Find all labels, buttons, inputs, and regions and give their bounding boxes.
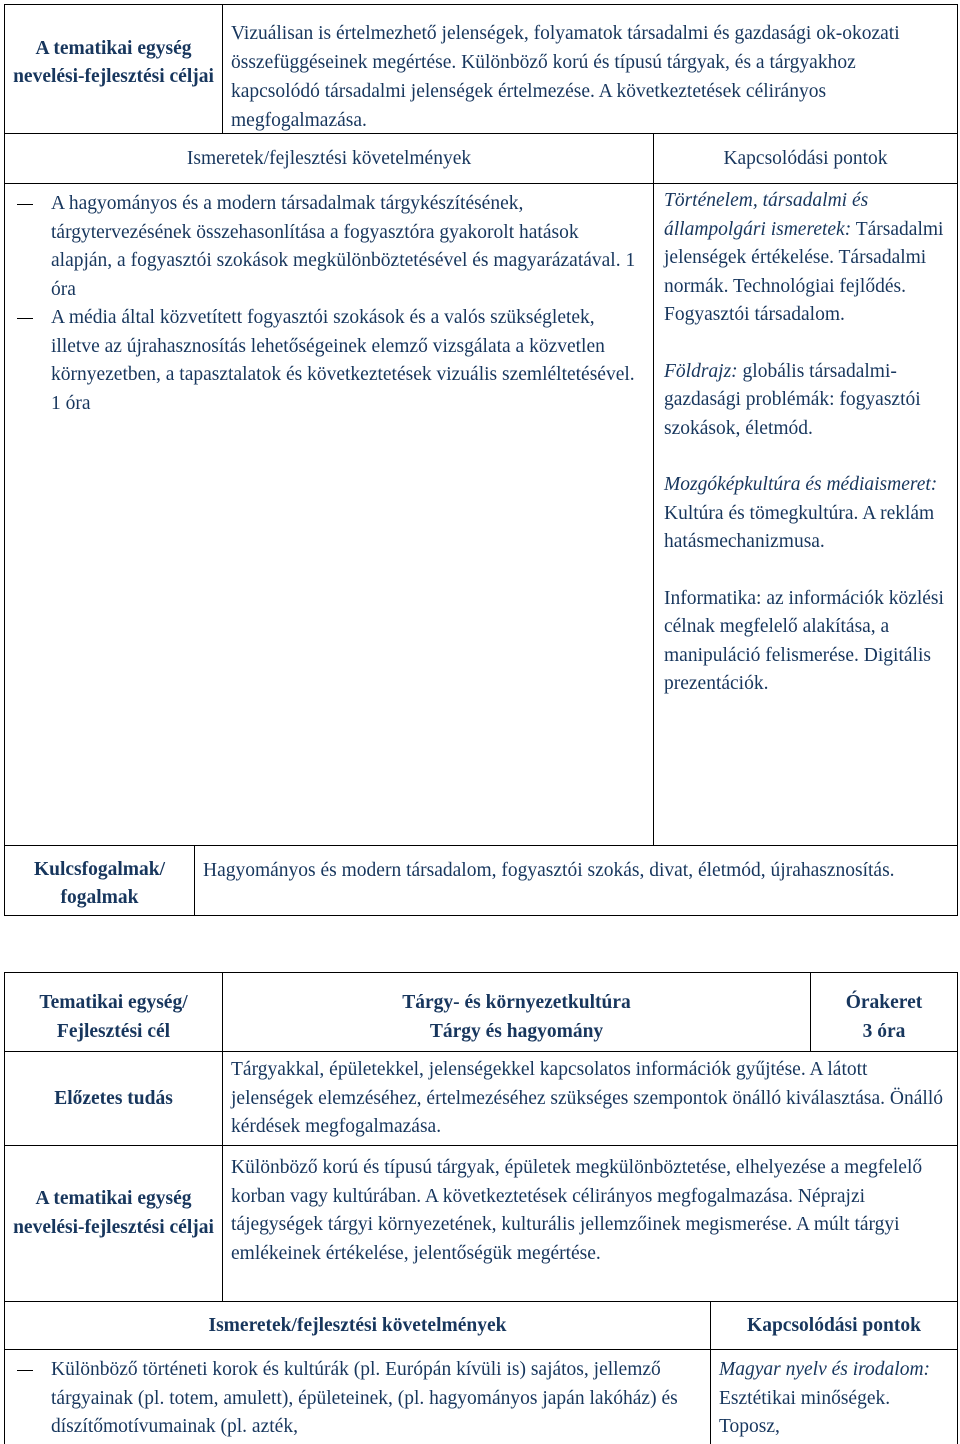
goals2-cell: [222, 1146, 958, 1302]
connections2-header-text: Kapcsolódási pontok: [747, 1315, 921, 1336]
goals2-label-text: A tematikai egység nevelési-fejlesztési céljai: [13, 1188, 214, 1238]
key-concepts-cell: [194, 846, 958, 916]
hours-cell: [810, 972, 958, 1052]
unit-title: Tárgy és hagyomány: [429, 1021, 604, 1042]
goals2-label: [4, 1146, 222, 1302]
connections2-header: [710, 1302, 958, 1350]
connection-item: [664, 358, 945, 444]
requirements-header-text: Ismeretek/fejlesztési követelmények: [186, 148, 472, 169]
connection-text: az információk közlési célnak megfelelő alakítása, a manipuláció felismerése. Digitális prezentációk.: [664, 587, 944, 694]
key-concepts-label-text: Kulcsfogalmak/ fogalmak: [33, 859, 166, 908]
unit-label-text: Tematikai egység/ Fejlesztési cél: [39, 992, 188, 1042]
requirements2-cell: [4, 1350, 710, 1444]
connection-subject: Mozgóképkultúra és médiaismeret:: [664, 474, 938, 495]
key-concepts-text: Hagyományos és modern társadalom, fogyasztói szokás, divat, életmód, újrahasznosítás.: [203, 860, 895, 881]
connection-subject: Földrajz:: [664, 360, 738, 382]
requirements-header: [4, 134, 653, 184]
connection-subject: Magyar nyelv és irodalom:: [719, 1359, 931, 1380]
connection-item: [664, 471, 945, 557]
requirement-hours: 1 óra: [51, 392, 91, 414]
requirements-cell: [4, 184, 653, 846]
requirement-hours: 1 óra: [51, 250, 636, 300]
connection-subject: Informatika:: [664, 587, 762, 609]
connections-header-text: Kapcsolódási pontok: [723, 148, 888, 169]
prior-knowledge-label: [4, 1052, 222, 1146]
requirements2-header: [4, 1302, 710, 1350]
connection-text: Esztétikai minőségek. Toposz,: [719, 1387, 891, 1437]
unit-label: [4, 972, 222, 1052]
connection-subject: Történelem, társadalmi és állampolgári ismeretek:: [664, 190, 869, 240]
hours-value: 3 óra: [862, 1021, 906, 1042]
requirements2-header-text: Ismeretek/fejlesztési követelmények: [208, 1315, 507, 1336]
connection-item: [664, 187, 945, 330]
subject-title: Tárgy- és környezetkultúra: [402, 992, 631, 1013]
goals-text-cell: [222, 4, 958, 134]
goals-label-text: A tematikai egység nevelési-fejlesztési céljai: [13, 38, 214, 87]
connections2-cell: [710, 1350, 958, 1444]
requirement-text: A hagyományos és a modern társadalmak tárgykészítésének, tárgytervezésének összehasonlítása a fogyasztóra gyakorolt hatások alapján, a fogyasztói szokások megkülönböztetésével és magyarázatával.: [51, 193, 621, 271]
connection-item: [664, 585, 945, 699]
requirement-text: Különböző történeti korok és kultúrák (pl. Európán kívüli is) sajátos, jellemző tárgyainak (pl. totem, amulett), épületeinek, (pl. hagyományos japán lakóház) és díszítőmotívumainak (pl. azték,: [51, 1359, 678, 1437]
connection-text: globális társadalmi-gazdasági problémák: fogyasztói szokások, életmód.: [664, 360, 921, 439]
requirement-item: [11, 304, 643, 418]
goals-label: [4, 4, 222, 134]
goals2-text: Különböző korú és típusú tárgyak, épületek megkülönböztetése, elhelyezése a megfelelő korban vagy kultúrában. A következtetések célirányos megfogalmazása. Néprajzi tájegységek tárgyi környezetének, kulturális jellemzőinek megismerése. A múlt tárgyi emlékeinek értékelése, jelentőségük megértése.: [231, 1157, 923, 1264]
goals-text: Vizuálisan is értelmezhető jelenségek, folyamatok társadalmi és gazdasági ok-okozati összefüggéseinek megértése. Különböző korú és típusú tárgyak, és a tárgyakhoz kapcsolódó társadalmi jelenségek értelmezése. A következtetések célirányos megfogalmazása.: [231, 23, 900, 131]
connections-header: [653, 134, 958, 184]
hours-label: Órakeret: [845, 992, 923, 1013]
connections-cell: [653, 184, 958, 846]
prior-knowledge-text: Tárgyakkal, épületekkel, jelenségekkel kapcsolatos információk gyűjtése. A látott jelenségek elemzéséhez, értelmezéséhez szükséges szempontok önálló kiválasztása. Önálló kérdések megfogalmazása.: [231, 1059, 943, 1137]
requirement-text: A média által közvetített fogyasztói szokások és a valós szükségletek, illetve az újrahasznosítás lehetőségeinek elemző vizsgálata a közvetlen környezetben, a tapasztalatok és következtetések vizuális szemléltetésével.: [51, 307, 635, 385]
prior-knowledge-label-text: Előzetes tudás: [54, 1088, 173, 1109]
requirement-item: [11, 190, 643, 304]
connection-text: Kultúra és tömegkultúra. A reklám hatásmechanizmusa.: [664, 502, 935, 552]
prior-knowledge-cell: [222, 1052, 958, 1146]
unit-title-cell: [222, 972, 810, 1052]
connection-text: Társadalmi jelenségek értékelése. Társadalmi normák. Technológiai fejlődés. Fogyasztói társadalom.: [664, 218, 944, 325]
key-concepts-label: [4, 846, 194, 916]
requirement-item: [11, 1356, 700, 1442]
